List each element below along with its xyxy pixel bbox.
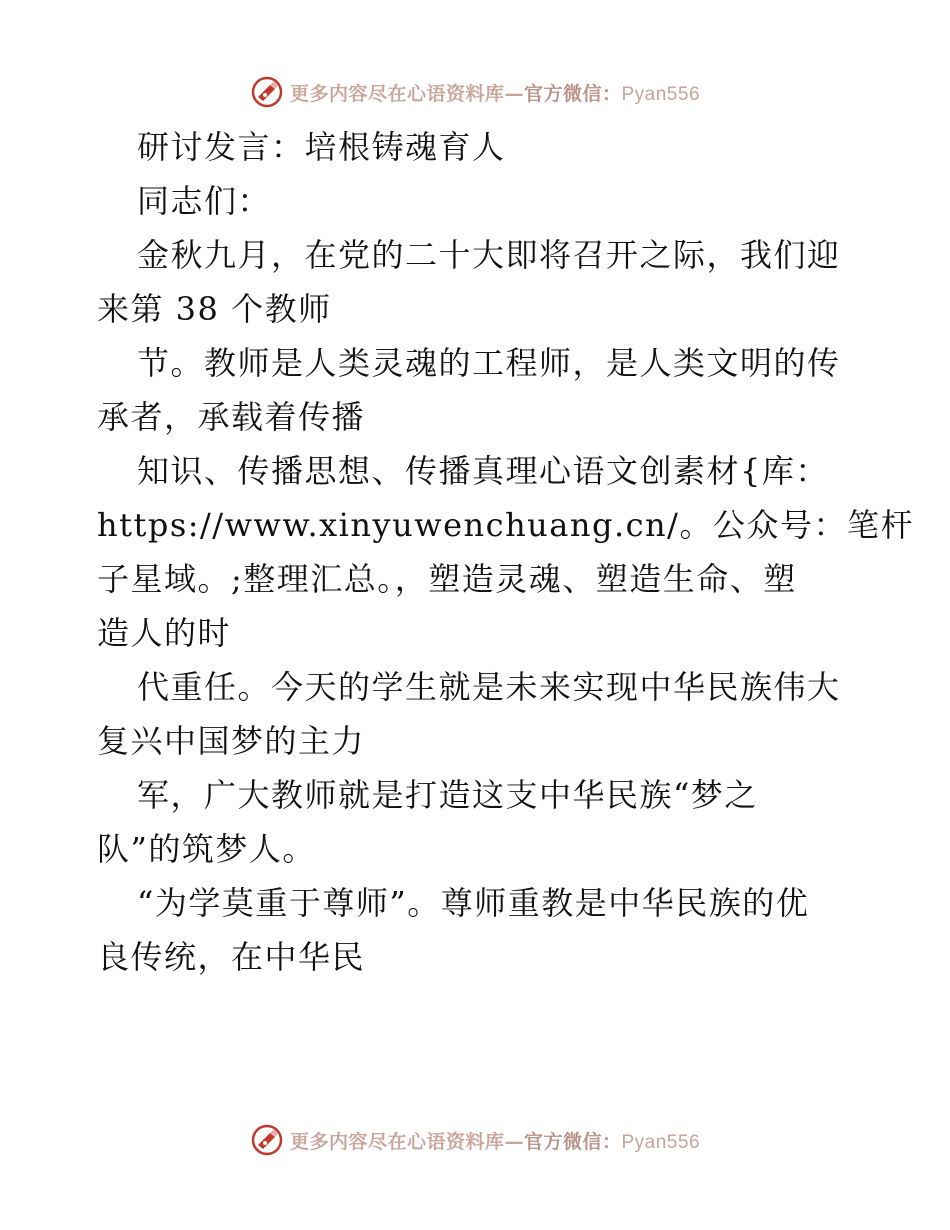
paragraph-line: 队”的筑梦人。 xyxy=(97,830,316,868)
paragraph-line: 复兴中国梦的主力 xyxy=(97,722,366,760)
pen-nib-logo-icon xyxy=(250,75,284,109)
pen-nib-logo-icon xyxy=(250,1123,284,1157)
header-banner-wechat-id: Pyan556 xyxy=(621,83,701,105)
header-banner-wechat-label: 官方微信： xyxy=(523,82,622,105)
footer-banner-wechat-id: Pyan556 xyxy=(621,1131,701,1153)
paragraph-line: 造人的时 xyxy=(97,614,232,652)
header-banner-main: 更多内容尽在心语资料库— xyxy=(289,82,524,105)
paragraph-line: 代重任。今天的学生就是未来实现中华民族伟大 xyxy=(137,668,841,706)
paragraph-line: “为学莫重于尊师”。尊师重教是中华民族的优 xyxy=(137,884,810,922)
paragraph-line: 知识、传播思想、传播真理心语文创素材{库： xyxy=(137,452,829,490)
paragraph-line: 来第 38 个教师 xyxy=(97,290,332,328)
footer-banner-wechat-label: 官方微信： xyxy=(523,1130,622,1153)
document-title: 研讨发言：培根铸魂育人 xyxy=(137,128,506,166)
paragraph-line: 承者，承载着传播 xyxy=(97,398,366,436)
document-body xyxy=(97,120,914,984)
paragraph-line: 节。教师是人类灵魂的工程师，是人类文明的传 xyxy=(137,344,841,382)
paragraph-line: https://www.xinyuwenchuang.cn/。公众号：笔杆 xyxy=(97,506,914,544)
header-banner-text xyxy=(290,79,700,106)
footer-banner-main: 更多内容尽在心语资料库— xyxy=(289,1130,524,1153)
paragraph-line: 良传统，在中华民 xyxy=(97,938,366,976)
salutation: 同志们： xyxy=(137,182,272,220)
header-banner-inner xyxy=(250,75,700,109)
paragraph-line: 金秋九月，在党的二十大即将召开之际，我们迎 xyxy=(137,236,841,274)
footer-banner-text xyxy=(290,1127,700,1154)
header-banner xyxy=(0,72,950,112)
footer-banner xyxy=(0,1120,950,1160)
paragraph-line: 子星域。;整理汇总。，塑造灵魂、塑造生命、塑 xyxy=(97,560,797,598)
footer-banner-inner xyxy=(250,1123,700,1157)
paragraph-line: 军，广大教师就是打造这支中华民族“梦之 xyxy=(137,776,758,814)
